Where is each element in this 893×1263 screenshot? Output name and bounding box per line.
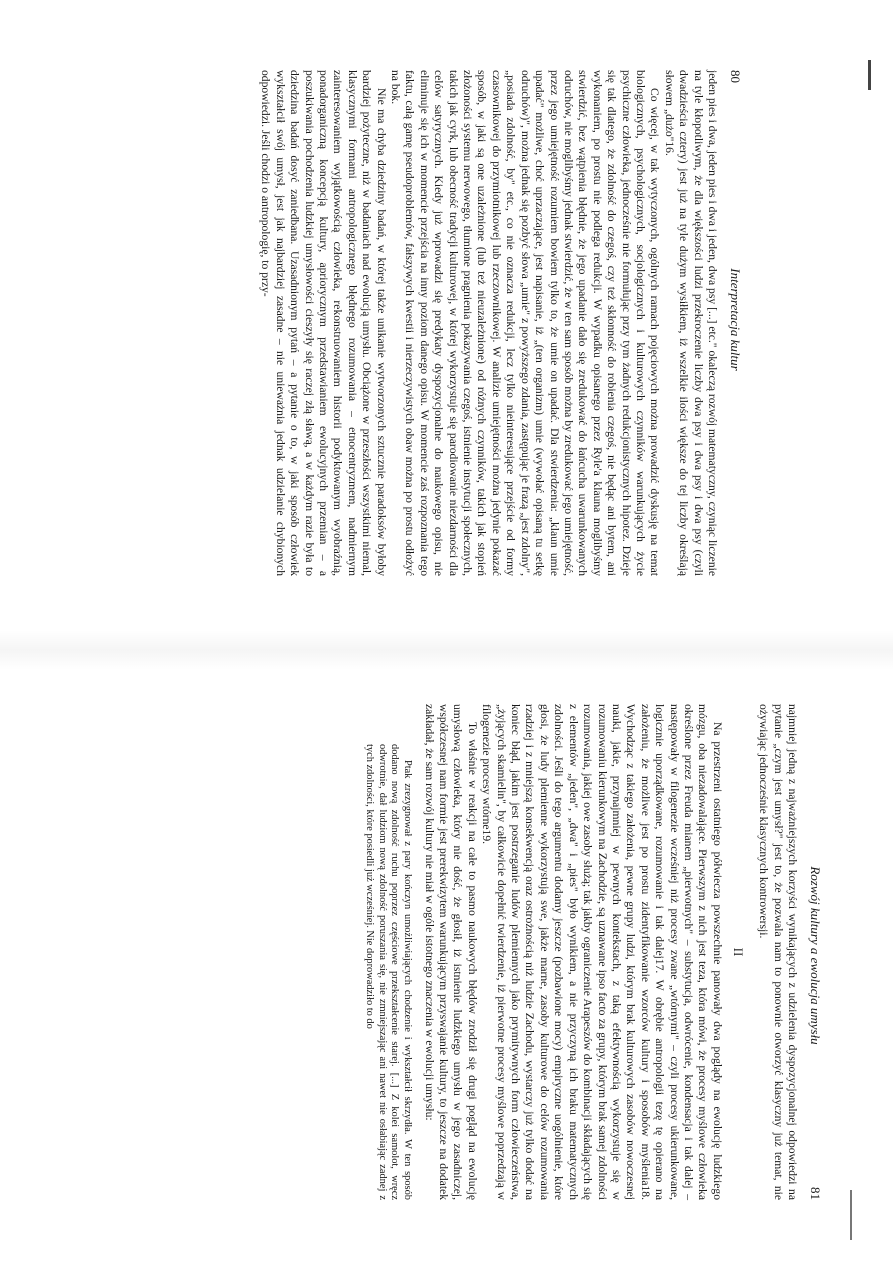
running-title: Interpretacja kultur [728,268,743,371]
page-header [727,70,743,576]
page-80 [0,0,893,620]
page-81 [0,660,893,1260]
page-header [807,704,823,1200]
page-number: 81 [808,1187,823,1200]
page-body [258,70,719,576]
quote-text: Ptak zrezygnował z pary kończyn umożliwiających chodzenie i wykształcił skrzydła. W ten sposób dodano nową zdolność ruchu poprzez częściowe przekształcenie starej. [...] Z kolei samolot, wręcz odwrotnie, dał ludziom nową zdolność poruszania się, nie zmniejszając ani nawet nie osłabiając zadnej z tych zdolności, które posiedli już wcześniej. Nie doprowadziło to do [363,744,414,1200]
running-title: Rozwój kultury a ewolucja umysłu [808,866,823,1045]
paragraph: Na przestrzeni ostatniego półwiecza powszechnie panowały dwa poglądy na ewolucję ludzkiego mózgu, oba niezadowalające. Pierwszym z nich jest teza, która mówi, że procesy myślowe człowieka określone przez Freuda mianem „pierwotnych" – substytucja, odwrócenie, kondensacja i tak dalej – następowały w filogenezie wcześniej niż procesy zwane „wtórnymi" – czyli procesy ukierunkowane, logicznie uporządkowane, rozumowanie i tak dalej17. W obrębie antropologii tezę tę opierano na założeniu, że możliwe jest po prostu zidentyfikowanie wzorców kultury i sposobów myślenia18. Wychodząc z takiego założenia, pewne grupy ludzi, którym brak kulturowych zasobów nowoczesnej nauki, jakie, przynajmniej w pewnych kontekstach, z taką efektywnością wykorzystuje się w rozumowaniu kierunkowym na Zachodzie, są uznawane ipso facto za grupy, którym brak samej zdolności rozumowania, jakiej owe zasoby służą; tak jakby ograniczenie Arapeszów do kombinacji składających się z elementów „jeden", „dwa" i „pies" było wynikiem, a nie przyczyną ich braku matematycznych zdolności. Jeśli do tego argumentu dodamy jeszcze (pozbawione mocy) empiryczne uogólnienie, które głosi, że ludy plemienne wykorzystują swe, jakże marne, zasoby kulturowe do celów rozumowania rzadziej i z mniejszą konsekwencją oraz ostrożnością niż ludzie Zachodu, wystarczy już tylko dodać na koniec błąd, jakim jest postrzeganie ludów plemiennych jako prymitywnych form człowieczeństwa, „żyjących skamielin", by całkowicie dopełnić twierdzenie, iż pierwotne procesy myślowe poprzedzają w filogenezie procesy wtórne19. [480,704,724,1200]
paragraph: najmniej jedną z najważniejszych korzyści wynikających z udzielenia dyspozycjonalnej odpowiedzi na pytanie „czym jest umysł?" jest to, że pozwala nam to ponownie otworzyć klasyczny już temat, nie ożywiając jednocześnie klasycznych kontrowersji. [757,704,799,1200]
paragraph: To właśnie w reakcji na całe to pasmo naukowych błędów zrodził się drugi pogląd na ewolucję umysłową człowieka, który nie dość, że głosił, iż istnienie ludzkiego umysłu w jego zasadniczej, współczesnej nam formie jest prerekwizytem warunkującym przyswajanie kultury, to jeszcze na dodatek zakładał, że sam rozwój kultury nie miał w ogóle istotnego znaczenia w ewolucji umysłu: [422,704,479,1200]
section-number: II [730,947,746,957]
paragraph: Nie ma chyba dziedziny badań, w której także unikanie wytworzonych sztucznie paradoksów byłoby bardziej pożyteczne, niż w badaniach nad ewolucją umysłu. Obciążone w przeszłości wszystkimi niemal, klasycznymi formami antropologicznego błędnego rozumowania – etnocentryzmem, nadmiernym zainteresowaniem wyjątkowością człowieka, rekonstruowaniem historii podyktowanym wyobraźnią, ponadorganiczną koncepcją kultury, apriorycznym przedstawianiem ewolucyjnych przemian – a poszukiwania pochodzenia ludzkiej umysłowości cieszyły się raczej złą sławą, a w każdym razie była to dziedzina badań dosyć zaniedbana. Uzasadnionym pytań – a pytanie o to, w jaki sposób człowiek wykształcił swój umysł, jest jak najbardziej zasadne – nie unieważnia jednak udzielanie chybionych odpowiedzi. Jeśli chodzi o antropologię, to przy- [259,70,388,576]
paragraph: jeden pies i dwa, jeden pies i dwa i jeden, dwa psy [...] etc." okaleczą rozwój matematyczny, czyniąc liczenie na tyle kłopotliwym, że dla większości ludzi przekroczenie liczby dwa psy i dwa psy i dwa psy (czyli dwadzieścia cztery) jest już na tyle dużym wysiłkiem, iż wszelkie ilości większe do tej liczby określają słowem „dużo"16. [662,70,719,576]
paragraph: Co więcej, w tak wytyczonych, ogólnych ramach pojęciowych można prowadzić dyskusję na temat biologicznych, psychologicznych, socjologicznych i kulturowych czynników warunkujących życie psychiczne człowieka, jednocześnie nie formułując przy tym żadnych redukcjonistycznych hipotez. Dzieje się tak dlatego, że zdolność do czegoś, czy też skłonność do robienia czegoś, nie będąc ani bytem, ani wykonaniem, po prostu nie podlega redukcji. W wypadku opisanego przez Ryle'a klauna moglibyśmy stwierdzić, bez wątpienia błędnie, że jego upadanie dało się zredukować do łańcucha uwarunkowanych odruchów, nie moglibyśmy jednak stwierdzić, że w ten sam sposób można by zredukować jego umiejętność, przez jego umiejętność rozumiem bowiem tylko to, że umie on upadać. Dla stwierdzenia: „klaun umie upadać" możliwe, choć uprzaczające, jest napisanie, iż „(ten organizm) umie (wywołać opisaną tu setkę odruchów)", można jednak się pozbyć słowa „umie" z powyższego zdania, zastępując je frazą „jest zdolny", „posiada zdolność, by" etc., co nie oznacza redukcji, lecz tylko nieinteresujące przejście od formy czasownikowej do przymiotnikowej lub rzeczownikowej. W analizie umiejętności można jedynie pokazać sposób, w jaki są one uzależnione (lub też nieuzależnione) od różnych czynników, takich jak stopień złożoności systemu nerwowego, tłumione pragnienia pokazywania czegoś, istnienie instytucji społecznych, takich jak cyrk, lub obecność tradycji kulturowej, w której wykorzystuje się parodiowanie niezdarności dla celów satyrycznych. Kiedy już wprowadzi się predykaty dyspozycjonalne do naukowego opisu, nie eliminuje się ich w momencie przejścia na inny poziom danego opisu. W momencie zaś rozpoznania tego faktu, całą gamę pseudoproblemów, fałszywych kwestii i nierzeczywistych obaw można po prostu odłożyć na bok. [389,70,662,576]
page-body [362,704,799,1200]
page-number: 80 [728,70,743,83]
block-quote [362,704,413,1200]
